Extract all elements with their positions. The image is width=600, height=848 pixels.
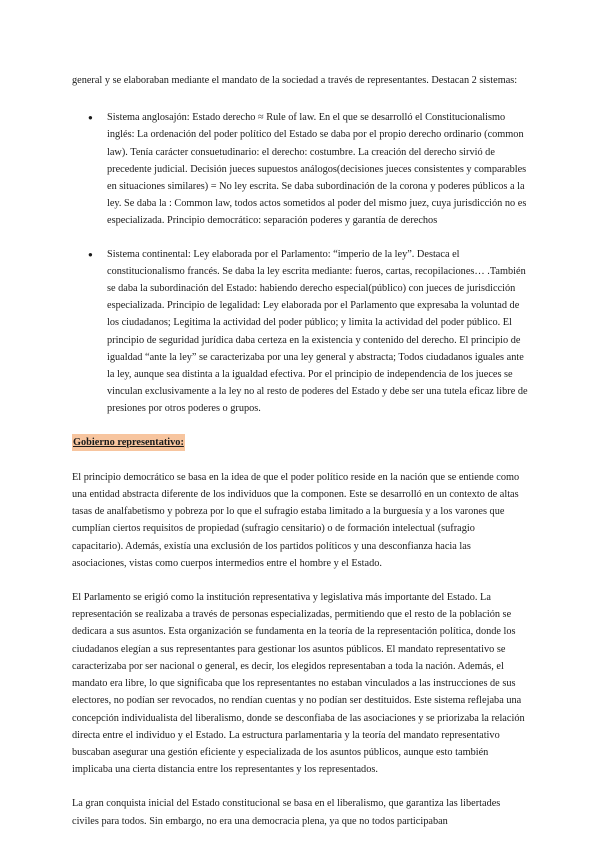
system-continental-text: Sistema continental: Ley elaborada por el Parlamento: “imperio de la ley”. Destaca el constitucionalismo francés. Se daba la ley escrita mediante: fueros, cartas, recopilaciones… .También se daba la subordinación del Estado: habiendo derecho especial(público) con jueces de jurisdicción especializada. Principio de legalidad: Ley elaborada por el Parlamento que expresaba la voluntad de los ciudadanos; Legitima la actividad del poder público; y limita la actividad del poder público. El principio de seguridad jurídica daba certeza en la existencia y contenido del derecho. El principio de igualdad “ante la ley” se caracterizaba por una ley general y abstracta; Todos ciudadanos iguales ante la ley, aunque sea distinta a la igualdad efectiva. Por el principio de independencia de los jueces se vinculan exclusivamente a la ley no al resto de poderes del Estado y debe ser una tutela eficaz libre de presiones por otros poderes o grupos. <box>107 248 528 415</box>
section-heading-wrapper <box>72 434 528 469</box>
intro-paragraph: general y se elaboraban mediante el mandato de la sociedad a través de representantes. Destacan 2 sistemas: <box>72 75 518 86</box>
system-anglosajon-text: Sistema anglosajón: Estado derecho ≈ Rule of law. En el que se desarrolló el Constitucionalismo inglés: La ordenación del poder político del Estado se daba por el propio derecho ordinario (common law). Tenía carácter consuetudinario: el derecho: costumbre. La creación del derecho sirvió de precedente judicial. Decisión jueces supuestos análogos(decisiones jueces consistentes y comparables en situaciones similares) = No ley escrita. Se daba subordinación de la corona y poderes públicos a la ley. Se daba la : Common law, todos actos sometidos al poder del mismo juez, cuya jurisdicción no es especializada. Principio democrático: separación poderes y garantía de derechos <box>107 112 527 227</box>
paragraph-conquista: La gran conquista inicial del Estado constitucional se basa en el liberalismo, que garantiza las libertades civiles para todos. Sin embargo, no era una democracia plena, ya que no todos participaban <box>72 798 501 827</box>
list-item-continental <box>72 246 528 418</box>
systems-list <box>72 109 528 417</box>
section-heading: Gobierno representativo: <box>72 434 185 451</box>
bullet-icon: ● <box>88 249 93 259</box>
paragraph-parlamento: El Parlamento se erigió como la institución representativa y legislativa más importante del Estado. La representación se realizaba a través de personas especializadas, permitiendo que el resto de la población se dedicara a sus asuntos. Esta organización se fundamenta en la teoría de la representación política, donde los ciudadanos elegían a sus representantes para gestionar los asuntos públicos. El mandato representativo se caracterizaba por ser nacional o general, es decir, los elegidos representaban a toda la nación. Además, el mandato era libre, lo que significaba que los representantes no estaban vinculados a las instrucciones de sus electores, no podían ser revocados, no rendían cuentas y no podían ser destituidos. Este sistema reflejaba una concepción individualista del liberalismo, donde se desconfiaba de las asociaciones y se priorizaba la relación directa entre el individuo y el Estado. La estructura parlamentaria y la teoría del mandato representativo buscaban asegurar una gestión eficiente y especializada de los asuntos públicos, aunque esto también implicaba una cierta distancia entre los representantes y los representados. <box>72 592 525 776</box>
document-page <box>72 72 528 847</box>
paragraph-principio-democratico: El principio democrático se basa en la idea de que el poder político reside en la nación que se entiende como una entidad abstracta diferente de los individuos que la componen. Este se desarrolló en un contexto de altas tasas de analfabetismo y pobreza por lo que el sufragio estaba limitado a la burguesía y a los varones que cumplían ciertos requisitos de propiedad (sufragio censitario) o de formación intelectual (sufragio capacitario). Además, existía una exclusión de los partidos políticos y una desconfianza hacia las asociaciones, vistas como cuerpos intermedios entre el hombre y el Estado. <box>72 471 520 569</box>
bullet-icon: ● <box>88 113 93 123</box>
list-item-anglosajon <box>72 109 528 229</box>
